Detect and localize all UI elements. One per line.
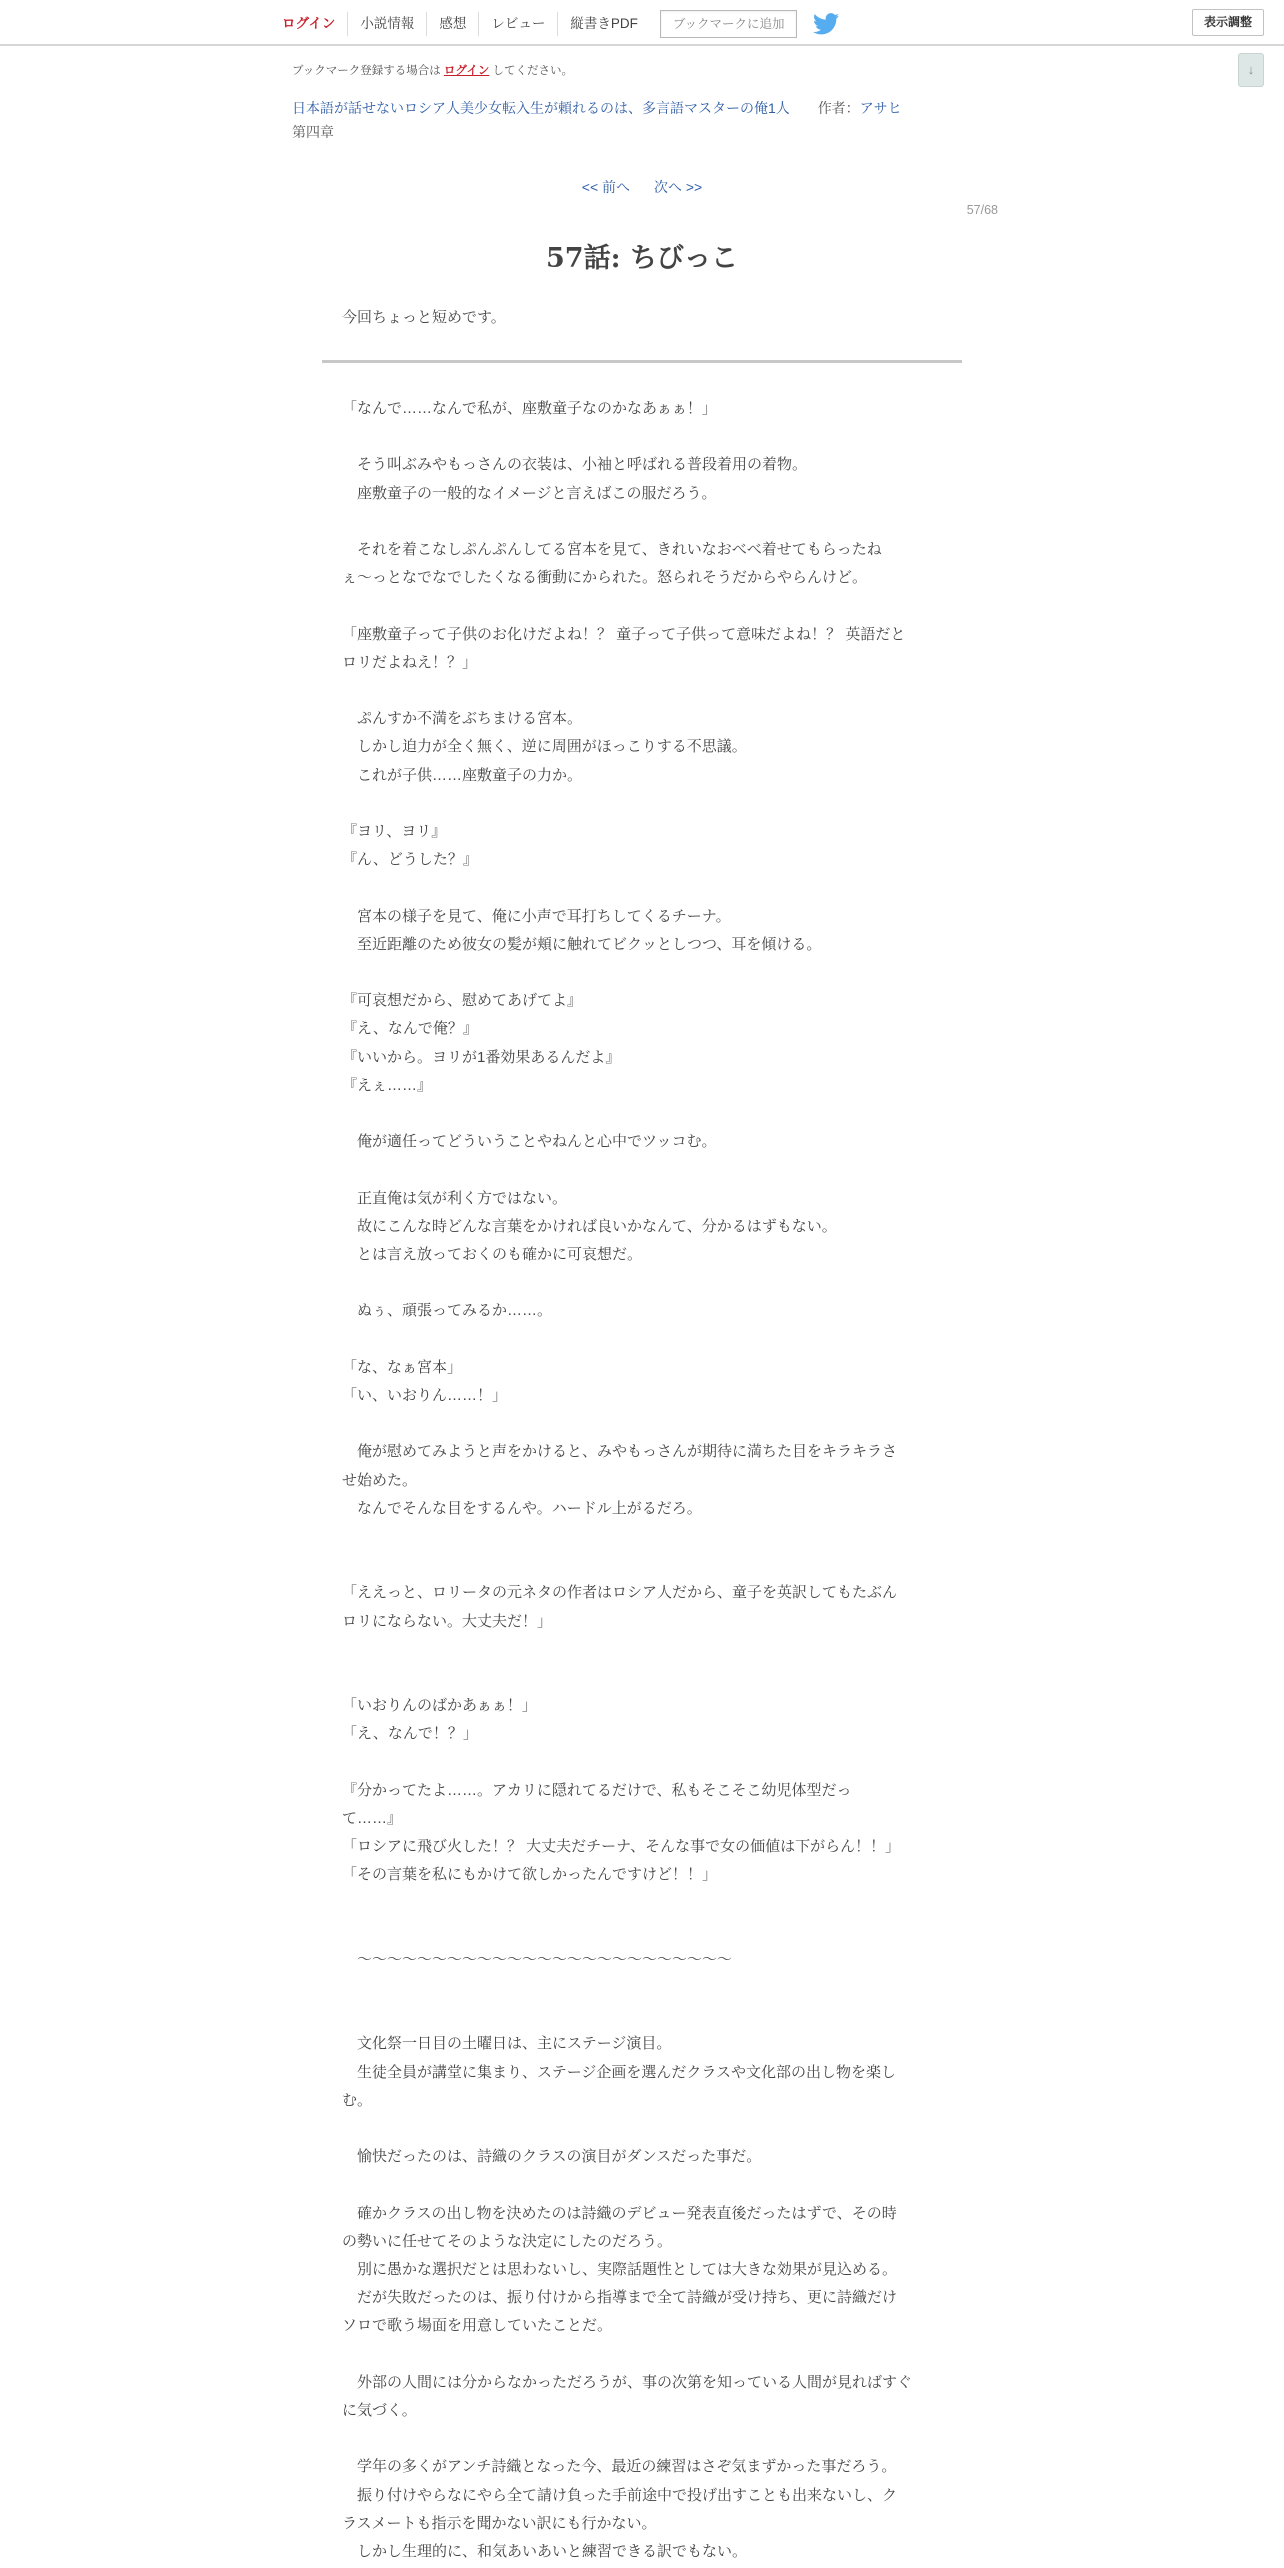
body-line [342,2425,942,2453]
body-line [342,1890,942,1918]
body-line [342,1100,942,1128]
nav-review[interactable]: レビュー [478,12,557,36]
body-line: とは言え放っておくのも確かに可哀想だ。 [342,1245,643,1263]
body-line [342,2171,942,2199]
body-line: 座敷童子の一般的なイメージと言えばこの服だろう。 [342,484,717,502]
body-line [342,1269,942,1297]
chapter-title: 第四章 [292,124,334,140]
notice-prefix: ブックマーク登録する場合は [292,65,441,77]
body-line: ソロで歌う場面を用意していたことだ。 [342,2317,613,2335]
body-line: ぇ〜っとなでなでしたくなる衝動にかられた。怒られそうだからやらんけど。 [342,569,868,587]
next-episode-link[interactable]: 次へ >> [653,179,703,195]
body-line: 「その言葉を私にもかけて欲しかったんですけど！！」 [342,1866,718,1884]
body-line: 俺が慰めてみようと声をかけると、みやもっさんが期待に満ちた目をキラキラさ [342,1443,898,1461]
body-line [342,508,942,536]
body-line [342,677,942,705]
body-line [342,1664,942,1692]
series-line [292,98,902,118]
body-line [342,2115,942,2143]
prev-episode-link[interactable]: << 前へ [581,179,631,195]
twitter-bird-icon[interactable] [813,13,839,35]
top-nav [270,6,839,42]
notice-login-link[interactable]: ログイン [443,65,490,77]
body-line [342,1551,942,1579]
body-line [342,1974,942,2002]
body-line: 『ん、どうした？』 [342,851,478,869]
nav-vertical-pdf[interactable]: 縦書きPDF [557,12,650,36]
body-line [342,1749,942,1777]
body-line: 至近距離のため彼女の髪が頬に触れてビクッとしつつ、耳を傾ける。 [342,935,822,953]
body-line [342,874,942,902]
body-line: 『ヨリ、ヨリ』 [342,822,447,840]
body-line: しかし迫力が全く無く、逆に周囲がほっこりする不思議。 [342,738,747,756]
notice-suffix: してください。 [492,65,574,77]
body-line: それを着こなしぷんぷんしてる宮本を見て、きれいなおべべ着せてもらったね [342,540,882,558]
author-link[interactable]: アサヒ [859,100,902,116]
author-label: 作者： [817,100,860,116]
body-line: 別に愚かな選択だとは思わないし、実際話題性としては大きな効果が見込める。 [342,2261,898,2279]
novel-body-text [342,395,942,2566]
body-line: の勢いに任せてそのような決定にしたのだろう。 [342,2232,673,2250]
body-line: 愉快だったのは、詩織のクラスの演目がダンスだった事だ。 [342,2148,762,2166]
body-line: 外部の人間には分からなかっただろうが、事の次第を知っている人間が見ればすぐ [342,2373,913,2391]
body-line: 『可哀想だから、慰めてあげてよ』 [342,992,583,1010]
body-line: 『いいから。ヨリが1番効果あるんだよ』 [342,1048,621,1066]
body-line: 「な、なぁ宮本」 [342,1358,463,1376]
body-line: せ始めた。 [342,1471,418,1489]
body-line: ロリだよねえ！？」 [342,653,478,671]
body-line: なんでそんな目をするんや。ハードル上がるだろ。 [342,1499,702,1517]
body-line [342,959,942,987]
body-line: ぬぅ、頑張ってみるか……。 [342,1302,553,1320]
body-line: 『え、なんで俺？』 [342,1020,478,1038]
body-line: 「え、なんで！？」 [342,1725,478,1743]
body-line [342,2002,942,2030]
body-line: 学年の多くがアンチ詩織となった今、最近の練習はさぞ気まずかった事だろう。 [342,2458,897,2476]
body-line: 文化祭一日目の土曜日は、主にステージ演目。 [342,2035,672,2053]
preface-divider [322,360,962,363]
body-line [342,790,942,818]
body-line [342,1523,942,1551]
body-line [342,1326,942,1354]
body-line: しかし生理的に、和気あいあいと練習できる訳でもない。 [342,2543,748,2561]
body-line: ぷんすか不満をぶちまける宮本。 [342,710,583,728]
body-line: 「い、いおりん……！」 [342,1386,508,1404]
body-line: 宮本の様子を見て、俺に小声で耳打ちしてくるチーナ。 [342,907,731,925]
body-line: 『えぇ……』 [342,1076,433,1094]
body-line [342,1918,942,1946]
body-line: 俺が適任ってどういうことやねんと心中でツッコむ。 [342,1133,717,1151]
scroll-down-tab[interactable]: ↓ [1238,53,1264,87]
episode-number: 57/68 [966,203,998,217]
episode-title: 57話: ちびっこ [546,243,738,274]
nav-impressions[interactable]: 感想 [426,12,478,36]
body-line [342,2341,942,2369]
body-line: 『分かってたよ……。アカリに隠れてるだけで、私もそこそこ幼児体型だっ [342,1781,852,1799]
body-line [342,1410,942,1438]
body-line: ラスメートも指示を聞かない訳にも行かない。 [342,2514,657,2532]
nav-novel-info[interactable]: 小説情報 [347,12,426,36]
body-line: に気づく。 [342,2402,417,2420]
body-line: ～～～～～～～～～～～～～～～～～～～～～～～～～ [342,1950,733,1968]
add-bookmark-button[interactable]: ブックマークに追加 [660,10,798,38]
body-line: 生徒全員が講堂に集まり、ステージ企画を選んだクラスや文化部の出し物を楽し [342,2063,896,2081]
body-line: む。 [342,2091,373,2109]
body-line [342,592,942,620]
body-line: そう叫ぶみやもっさんの衣装は、小袖と呼ばれる普段着用の着物。 [342,456,808,474]
body-line: だが失敗だったのは、振り付けから指導まで全て詩織が受け持ち、更に詩織だけ [342,2289,898,2307]
body-line [342,423,942,451]
body-line: 「ロシアに飛び火した！？ 大丈夫だチーナ、そんな事で女の価値は下がらん！！」 [342,1838,901,1856]
body-line: 「ええっと、ロリータの元ネタの作者はロシア人だから、童子を英訳してもたぶん [342,1584,898,1602]
body-line: 確かクラスの出し物を決めたのは詩織のデビュー発表直後だったはずで、その時 [342,2204,897,2222]
body-line: 「いおりんのばかあぁぁ！」 [342,1697,537,1715]
body-line: 「なんで……なんで私が、座敷童子なのかなあぁぁ！」 [342,400,717,417]
body-line [342,1636,942,1664]
body-line: 故にこんな時どんな言葉をかければ良いかなんて、分かるはずもない。 [342,1217,837,1235]
body-line [342,1156,942,1184]
body-line: 振り付けやらなにやら全て請け負った手前途中で投げ出すことも出来ないし、ク [342,2486,898,2504]
body-line: ロリにならない。大丈夫だ！」 [342,1612,553,1630]
display-settings-button[interactable]: 表示調整 [1192,9,1264,36]
top-header [0,0,1284,46]
preface-text: 今回ちょっと短めです。 [342,309,506,326]
series-title-link[interactable]: 日本語が話せないロシア人美少女転入生が頼れるのは、多言語マスターの俺1人 [292,100,790,116]
body-line: これが子供……座敷童子の力か。 [342,766,583,784]
body-line: 「座敷童子って子供のお化けだよね！？ 童子って子供って意味だよね！？ 英語だと [342,625,906,643]
nav-login[interactable]: ログイン [282,16,336,31]
body-line: 正直俺は気が利く方ではない。 [342,1189,568,1207]
episode-pager [0,177,1284,197]
bookmark-login-notice [292,62,573,78]
body-line: て……』 [342,1809,403,1827]
